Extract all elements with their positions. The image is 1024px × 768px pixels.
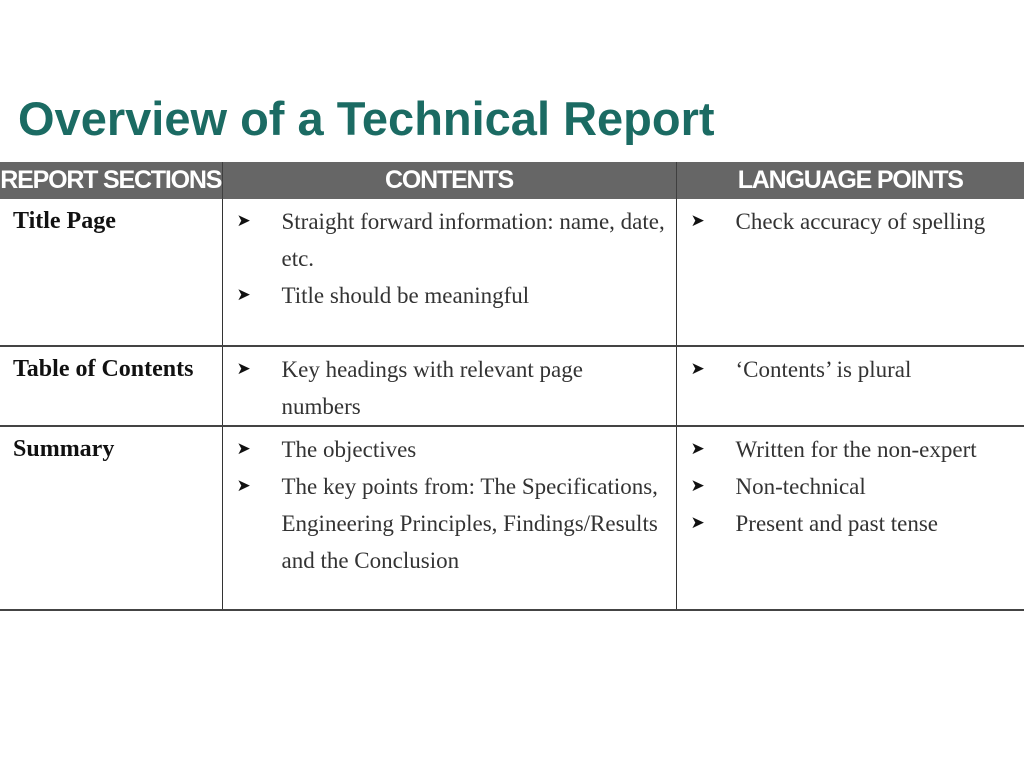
table-header-row: [0, 162, 1024, 199]
report-overview-table: [0, 162, 1024, 611]
contents-list: [223, 199, 676, 314]
list-item-text: Title should be meaningful: [281, 283, 530, 308]
table-row-table-of-contents: [0, 346, 1024, 426]
section-cell: [0, 346, 222, 426]
arrowhead-bullet-icon: ➤: [236, 211, 251, 231]
slide-title: Overview of a Technical Report: [18, 92, 715, 145]
contents-cell: [222, 346, 676, 426]
list-item: [677, 468, 1024, 505]
arrowhead-bullet-icon: ➤: [236, 359, 251, 379]
arrowhead-bullet-icon: ➤: [690, 359, 705, 379]
arrowhead-bullet-icon: ➤: [236, 439, 251, 459]
arrowhead-bullet-icon: ➤: [690, 476, 705, 496]
contents-cell: [222, 199, 676, 346]
list-item: [223, 277, 676, 314]
list-item-text: Check accuracy of spelling: [735, 209, 986, 234]
arrowhead-bullet-icon: ➤: [690, 439, 705, 459]
contents-cell: [222, 426, 676, 610]
list-item: [677, 351, 1024, 388]
section-name: Title Page: [13, 208, 116, 234]
list-item-text: Non-technical: [735, 474, 866, 499]
list-item: [223, 351, 676, 425]
list-item-text: ‘Contents’ is plural: [735, 357, 912, 382]
arrowhead-bullet-icon: ➤: [690, 513, 705, 533]
section-name: Summary: [13, 436, 115, 462]
language-list: [677, 427, 1024, 542]
list-item-text: Straight forward information: name, date, etc.: [281, 209, 665, 271]
table-row-summary: [0, 426, 1024, 610]
list-item-text: Present and past tense: [735, 511, 938, 536]
list-item: [677, 203, 1024, 240]
list-item-text: Written for the non-expert: [735, 437, 977, 462]
section-cell: [0, 199, 222, 346]
language-list: [677, 199, 1024, 240]
language-cell: [676, 199, 1024, 346]
section-name: Table of Contents: [13, 356, 194, 382]
section-cell: [0, 426, 222, 610]
arrowhead-bullet-icon: ➤: [236, 476, 251, 496]
list-item: [677, 431, 1024, 468]
arrowhead-bullet-icon: ➤: [690, 211, 705, 231]
contents-list: [223, 347, 676, 425]
table-row-title-page: [0, 199, 1024, 346]
list-item: [223, 203, 676, 277]
list-item-text: The key points from: The Specifications, Engineering Principles, Findings/Results and the Conclusion: [281, 474, 658, 573]
arrowhead-bullet-icon: ➤: [236, 285, 251, 305]
language-list: [677, 347, 1024, 388]
header-report-sections: REPORT SECTIONS: [0, 162, 222, 199]
list-item-text: The objectives: [281, 437, 417, 462]
language-cell: [676, 426, 1024, 610]
header-language-points: LANGUAGE POINTS: [676, 162, 1024, 199]
list-item: [677, 505, 1024, 542]
list-item: [223, 431, 676, 468]
list-item: [223, 468, 676, 579]
header-contents: CONTENTS: [222, 162, 676, 199]
list-item-text: Key headings with relevant page numbers: [281, 357, 583, 419]
language-cell: [676, 346, 1024, 426]
contents-list: [223, 427, 676, 579]
